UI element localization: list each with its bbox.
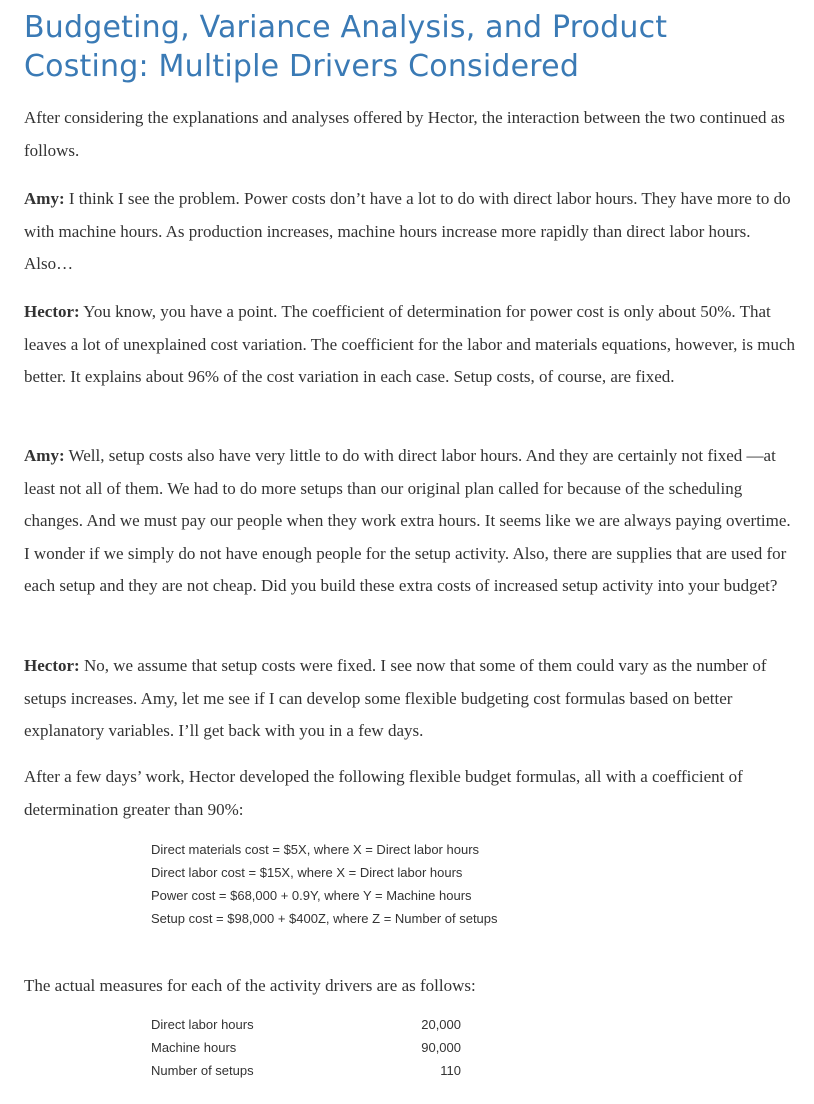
formula-line: Power cost = $68,000 + 0.9Y, where Y = Machine hours bbox=[151, 888, 472, 903]
page-title: Budgeting, Variance Analysis, and Product Costing: Multiple Drivers Considered bbox=[24, 10, 668, 84]
intro-paragraph: After considering the explanations and analyses offered by Hector, the interaction between the two continued as follows. bbox=[24, 108, 785, 160]
dialogue-text: I think I see the problem. Power costs don’t have a lot to do with direct labor hours. They have more to do with machine hours. As production increases, machine hours increase more rapidly than direct labor hours. Also… bbox=[24, 189, 791, 273]
driver-label: Number of setups bbox=[151, 1063, 254, 1078]
dialogue-text: You know, you have a point. The coefficient of determination for power cost is only about 50%. That leaves a lot of unexplained cost variation. The coefficient for the labor and materials equations, however, is much better. It explains about 96% of the cost variation in each case. Setup costs, of course, are fixed. bbox=[24, 302, 795, 386]
table-row bbox=[151, 1059, 461, 1082]
speaker-label: Hector: bbox=[24, 656, 80, 675]
formula-line: Direct labor cost = $15X, where X = Direct labor hours bbox=[151, 865, 463, 880]
activity-drivers-table bbox=[151, 1013, 461, 1082]
dialogue-amy-1 bbox=[24, 183, 796, 281]
speaker-label: Hector: bbox=[24, 302, 80, 321]
driver-value: 90,000 bbox=[421, 1040, 461, 1055]
table-row bbox=[151, 1013, 461, 1036]
speaker-label: Amy: bbox=[24, 446, 65, 465]
speaker-label: Amy: bbox=[24, 189, 65, 208]
driver-label: Machine hours bbox=[151, 1040, 237, 1055]
dialogue-text: No, we assume that setup costs were fixed. I see now that some of them could vary as the number of setups increases. Amy, let me see if I can develop some flexible budgeting cost formulas based on better explanatory variables. I’ll get back with you in a few days. bbox=[24, 656, 767, 740]
formulas-intro-paragraph: After a few days’ work, Hector developed the following flexible budget formulas, all with a coefficient of determination greater than 90%: bbox=[24, 767, 743, 819]
formula-line: Direct materials cost = $5X, where X = Direct labor hours bbox=[151, 842, 480, 857]
formula-line: Setup cost = $98,000 + $400Z, where Z = Number of setups bbox=[151, 911, 498, 926]
flexible-budget-formulas bbox=[151, 838, 498, 930]
dialogue-text: Well, setup costs also have very little to do with direct labor hours. And they are certainly not fixed —at least not all of them. We had to do more setups than our original plan called for because of the scheduling changes. And we must pay our people when they work extra hours. It seems like we are always paying overtime. I wonder if we simply do not have enough people for the setup activity. Also, there are supplies that are used for each setup and they are not cheap. Did you build these extra costs of increased setup activity into your budget? bbox=[24, 446, 791, 595]
driver-label: Direct labor hours bbox=[151, 1017, 254, 1032]
driver-value: 20,000 bbox=[421, 1017, 461, 1032]
table-row bbox=[151, 1036, 461, 1059]
dialogue-hector-2 bbox=[24, 650, 796, 748]
measures-intro-paragraph: The actual measures for each of the activity drivers are as follows: bbox=[24, 976, 476, 995]
dialogue-hector-1 bbox=[24, 296, 796, 394]
driver-value: 110 bbox=[440, 1063, 461, 1078]
dialogue-amy-2 bbox=[24, 440, 796, 603]
